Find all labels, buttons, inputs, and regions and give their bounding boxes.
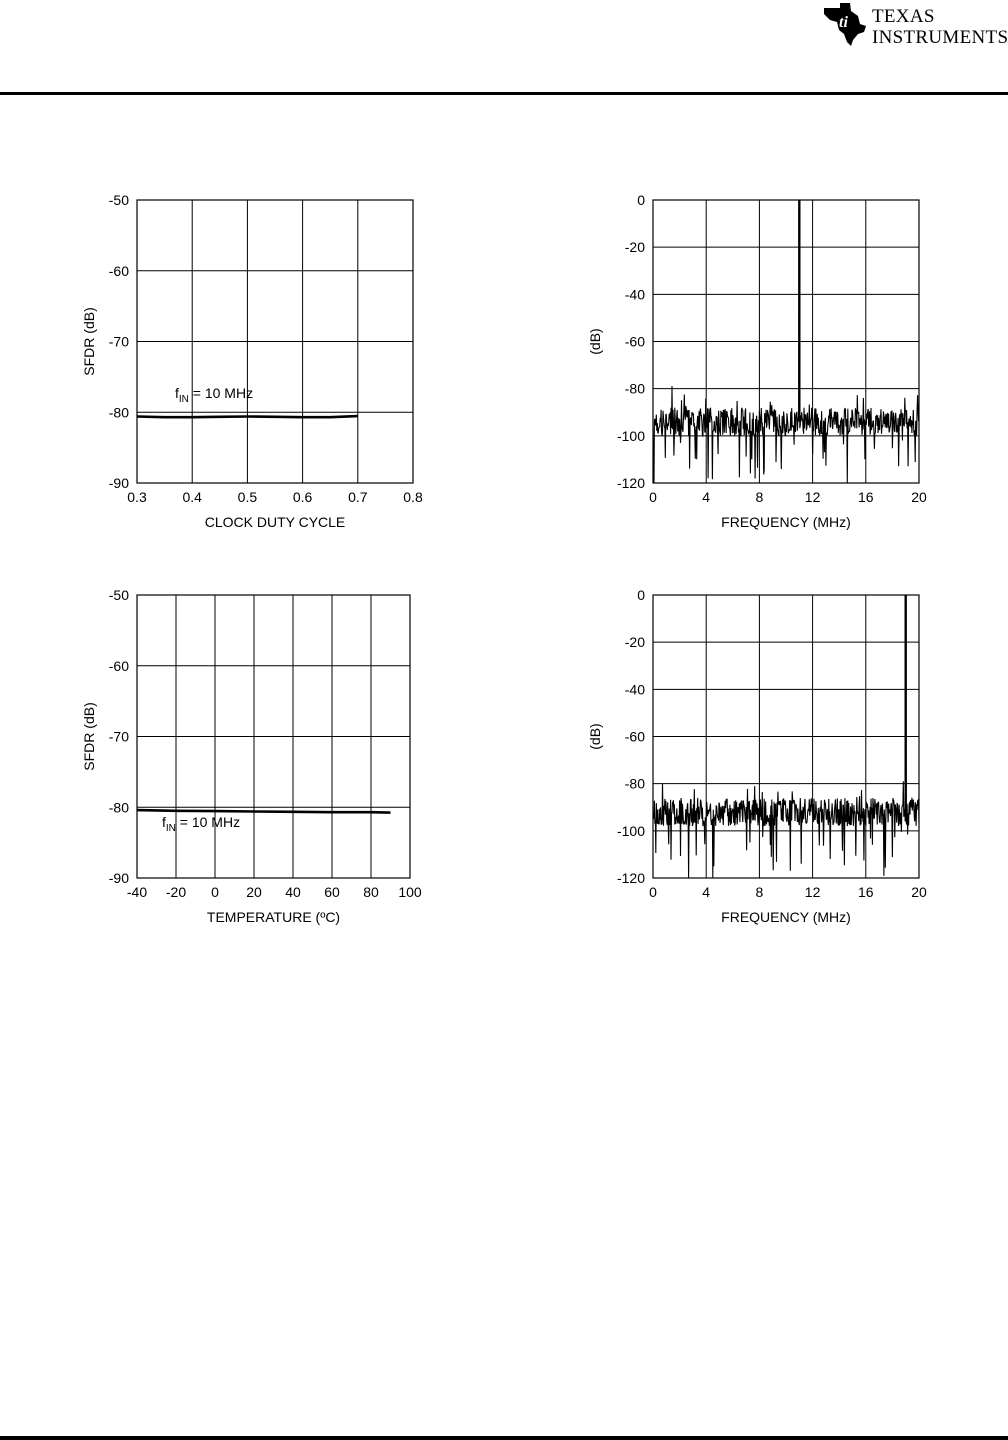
svg-text:ti: ti	[839, 14, 848, 31]
footer-rule	[0, 1436, 1008, 1440]
spectrum-chart-1	[585, 185, 930, 540]
spectrum-chart-2	[585, 580, 930, 935]
y-tick-label: -100	[616, 427, 645, 444]
y-tick-label: 0	[637, 192, 645, 208]
texas-instruments-logo	[820, 2, 1008, 46]
y-tick-label: -80	[624, 775, 645, 792]
x-axis-title: FREQUENCY (MHz)	[721, 909, 851, 925]
sfdr-vs-temperature-chart	[82, 580, 427, 935]
x-tick-label: 12	[804, 489, 821, 505]
y-axis-title: (dB)	[587, 723, 603, 750]
y-tick-label: -60	[108, 262, 129, 279]
y-tick-label: -120	[616, 870, 645, 886]
x-tick-label: 0	[649, 884, 657, 900]
x-axis-title: CLOCK DUTY CYCLE	[204, 514, 346, 530]
y-tick-label: -40	[624, 286, 645, 303]
x-tick-label: 8	[755, 884, 764, 900]
y-tick-label: -90	[108, 475, 129, 491]
x-tick-label: 60	[324, 884, 340, 900]
y-tick-label: 0	[637, 587, 645, 603]
y-tick-label: -80	[108, 799, 129, 816]
brand-line-2: INSTRUMENTS	[872, 27, 1008, 48]
y-axis-title: SFDR (dB)	[81, 702, 97, 771]
y-axis-title: (dB)	[587, 328, 603, 355]
y-tick-label: -20	[624, 634, 645, 651]
x-tick-label: 40	[285, 884, 301, 900]
x-tick-label: 0	[211, 884, 219, 900]
x-tick-label: 4	[702, 884, 711, 900]
x-tick-label: 20	[911, 489, 927, 505]
x-tick-label: 0.4	[182, 489, 202, 505]
x-tick-label: 8	[755, 489, 764, 505]
y-tick-label: -20	[624, 239, 645, 256]
x-tick-label: 12	[804, 884, 821, 900]
x-tick-label: 20	[911, 884, 927, 900]
y-axis-title: SFDR (dB)	[81, 307, 97, 376]
x-tick-label: 80	[363, 884, 379, 900]
y-tick-label: -90	[108, 870, 129, 886]
x-tick-label: 0	[649, 489, 657, 505]
fin-annotation: $f_{IN} = 10$ MHz	[162, 814, 241, 834]
y-tick-label: -50	[108, 587, 129, 603]
x-tick-label: 4	[702, 489, 711, 505]
y-tick-label: -60	[624, 333, 645, 350]
x-axis-title: TEMPERATURE (ºC)	[206, 909, 341, 925]
x-tick-label: 16	[858, 884, 874, 900]
y-tick-label: -70	[108, 333, 129, 350]
y-tick-label: -70	[108, 728, 129, 745]
y-tick-label: -80	[624, 380, 645, 397]
y-tick-label: -80	[108, 404, 129, 421]
y-tick-label: -60	[108, 657, 129, 674]
fin-annotation: $f_{IN} = 10$ MHz	[175, 385, 254, 405]
y-tick-label: -60	[624, 728, 645, 745]
x-tick-label: -40	[126, 884, 148, 900]
sfdr-series-line	[137, 416, 358, 417]
y-tick-label: -120	[616, 475, 645, 491]
x-tick-label: 16	[858, 489, 874, 505]
x-axis-title: FREQUENCY (MHz)	[721, 514, 851, 530]
y-tick-label: -100	[616, 822, 645, 839]
sfdr-series-line	[137, 810, 391, 813]
header-rule	[0, 92, 1008, 95]
texas-instruments-state-logo	[820, 2, 868, 46]
x-tick-label: -20	[165, 884, 187, 900]
x-tick-label: 0.6	[292, 489, 313, 505]
x-tick-label: 100	[398, 884, 422, 900]
brand-line-1: TEXAS	[872, 6, 935, 27]
x-tick-label: 20	[246, 884, 262, 900]
x-tick-label: 0.3	[127, 489, 147, 505]
x-tick-label: 0.5	[237, 489, 258, 505]
x-tick-label: 0.8	[403, 489, 423, 505]
y-tick-label: -40	[624, 681, 645, 698]
y-tick-label: -50	[108, 192, 129, 208]
x-tick-label: 0.7	[348, 489, 368, 505]
sfdr-vs-duty-cycle-chart	[82, 185, 427, 540]
